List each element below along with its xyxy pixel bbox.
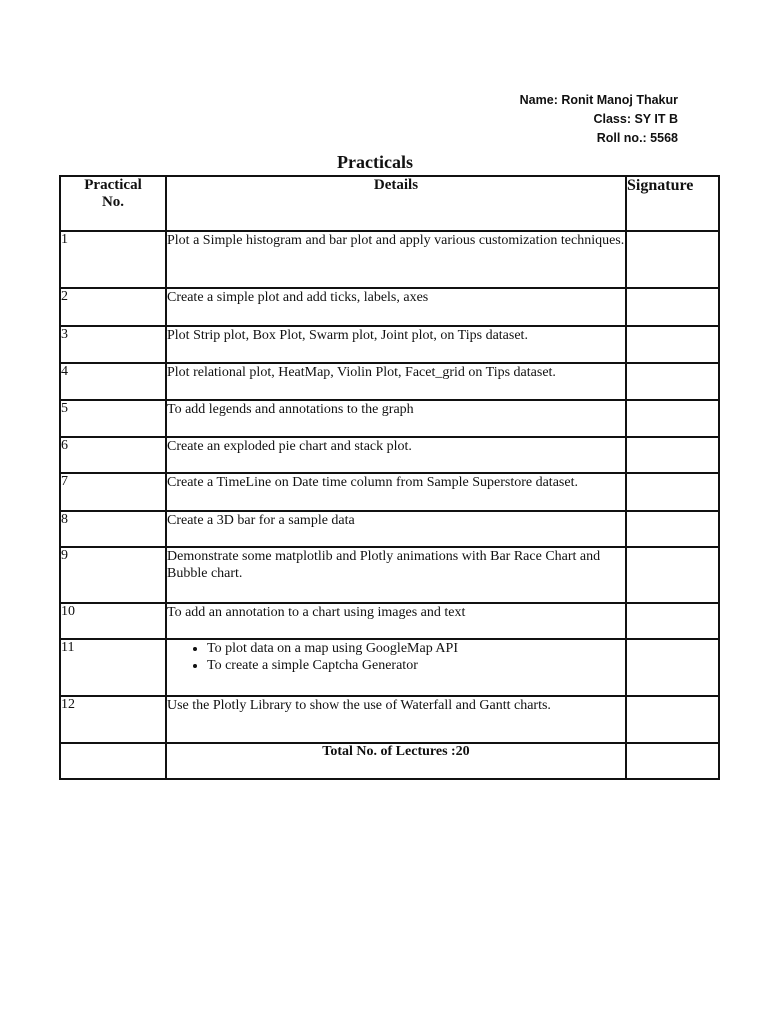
table-header-row: [60, 176, 719, 231]
total-lectures: Total No. of Lectures :20: [166, 743, 626, 779]
signature-cell: [626, 326, 719, 363]
signature-cell: [626, 288, 719, 326]
table-row: [60, 511, 719, 547]
practicals-table: [59, 175, 720, 780]
header-details: Details: [166, 176, 626, 231]
row-number: 11: [60, 639, 166, 696]
row-details: Create an exploded pie chart and stack plot.: [166, 437, 626, 473]
table-row: [60, 603, 719, 639]
table-row: [60, 639, 719, 696]
row-details: [166, 639, 626, 696]
row-number: 8: [60, 511, 166, 547]
student-roll-number: Roll no.: 5568: [596, 131, 678, 145]
row-details: Create a TimeLine on Date time column from Sample Superstore dataset.: [166, 473, 626, 511]
signature-cell: [626, 639, 719, 696]
row-details: Create a simple plot and add ticks, labels, axes: [166, 288, 626, 326]
list-item: • To create a simple Captcha Generator: [207, 657, 625, 674]
page-title: Practicals: [337, 152, 413, 172]
header-practical-no: [60, 176, 166, 231]
table-row: [60, 696, 719, 743]
student-name: Name: Ronit Manoj Thakur: [519, 93, 678, 107]
signature-cell: [626, 363, 719, 400]
table-row: [60, 326, 719, 363]
signature-cell: [626, 437, 719, 473]
detail-bullet-list: [167, 640, 625, 674]
list-item: • To plot data on a map using GoogleMap API: [207, 640, 625, 657]
table-row: [60, 231, 719, 288]
table-row: [60, 288, 719, 326]
signature-cell: [626, 696, 719, 743]
row-number: 2: [60, 288, 166, 326]
row-details: Create a 3D bar for a sample data: [166, 511, 626, 547]
row-details: To add an annotation to a chart using images and text: [166, 603, 626, 639]
signature-cell: [626, 511, 719, 547]
row-number: 4: [60, 363, 166, 400]
total-row: [60, 743, 719, 779]
row-details: Plot relational plot, HeatMap, Violin Plot, Facet_grid on Tips dataset.: [166, 363, 626, 400]
row-details: Demonstrate some matplotlib and Plotly animations with Bar Race Chart and Bubble chart.: [166, 547, 626, 603]
signature-cell: [626, 603, 719, 639]
signature-cell: [626, 743, 719, 779]
table-row: [60, 473, 719, 511]
row-number: 10: [60, 603, 166, 639]
row-number: 6: [60, 437, 166, 473]
total-row-empty-cell: [60, 743, 166, 779]
table-row: [60, 437, 719, 473]
signature-cell: [626, 231, 719, 288]
signature-cell: [626, 473, 719, 511]
row-number: 12: [60, 696, 166, 743]
row-number: 1: [60, 231, 166, 288]
header-signature: Signature: [626, 176, 719, 231]
student-class: Class: SY IT B: [593, 112, 678, 126]
row-details: To add legends and annotations to the graph: [166, 400, 626, 437]
table-row: [60, 547, 719, 603]
signature-cell: [626, 547, 719, 603]
header-practical-no-line1: Practical: [84, 177, 142, 193]
row-number: 5: [60, 400, 166, 437]
row-details: Plot a Simple histogram and bar plot and apply various customization techniques.: [166, 231, 626, 288]
table-row: [60, 400, 719, 437]
row-number: 7: [60, 473, 166, 511]
row-details: Use the Plotly Library to show the use of Waterfall and Gantt charts.: [166, 696, 626, 743]
table-row: [60, 363, 719, 400]
signature-cell: [626, 400, 719, 437]
row-details: Plot Strip plot, Box Plot, Swarm plot, Joint plot, on Tips dataset.: [166, 326, 626, 363]
row-number: 3: [60, 326, 166, 363]
row-number: 9: [60, 547, 166, 603]
header-practical-no-line2: No.: [101, 194, 125, 210]
